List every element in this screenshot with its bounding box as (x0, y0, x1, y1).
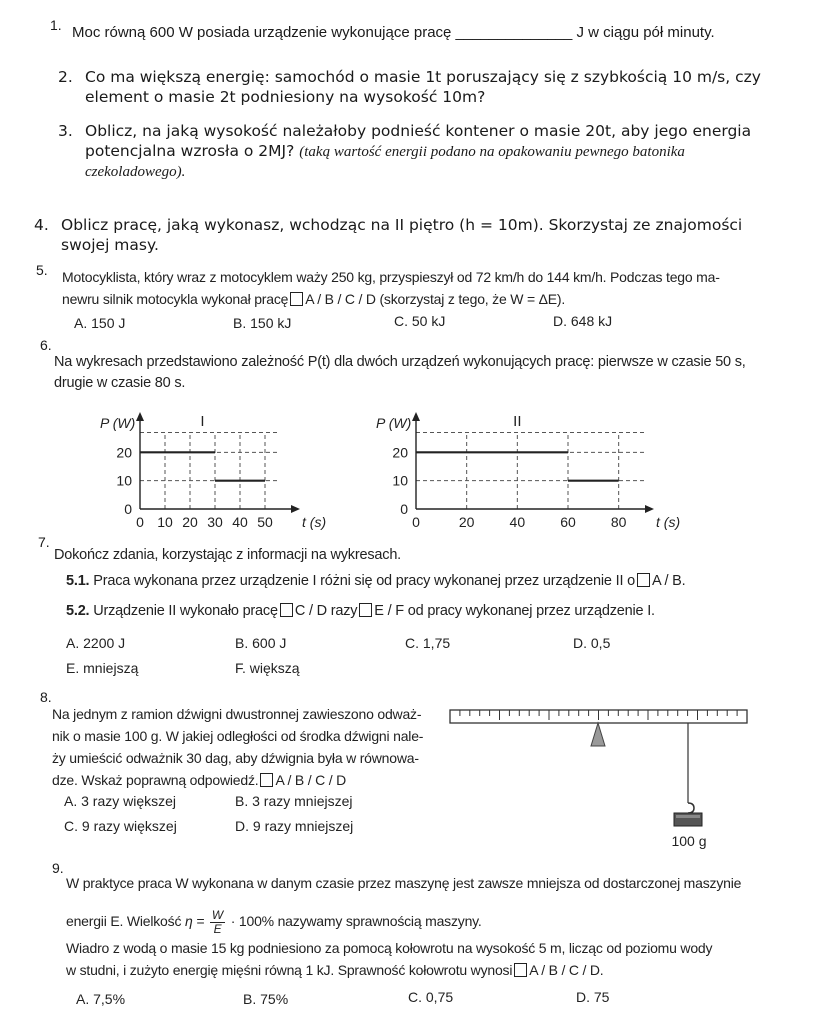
q7-s1-text: Praca wykonana przez urządzenie I różni się od pracy wykonanej przez urządzenie II o (93, 573, 635, 589)
q3-text (85, 121, 785, 182)
q1-number: 1. (50, 17, 62, 33)
q7-s2-text-b: od pracy wykonanej przez urządzenie I. (407, 603, 655, 619)
q7-s2-answer-box-b[interactable] (359, 603, 372, 617)
q8-option-b[interactable]: B. 3 razy mniejszej (235, 793, 353, 809)
x-tick-label: 60 (560, 514, 576, 530)
q3-line1: Oblicz, na jaką wysokość należałoby podnieść kontener o masie 20t, aby jego energia (85, 122, 752, 140)
q8-line3: ży umieścić odważnik 30 dag, aby dźwignia była w równowa- (52, 750, 419, 766)
y-tick-label: 0 (400, 501, 408, 517)
y-tick-label: 10 (392, 472, 408, 489)
q7-option-b[interactable]: B. 600 J (235, 635, 287, 651)
y-axis-label: P (W) (376, 415, 412, 431)
q7-option-a[interactable]: A. 2200 J (66, 635, 126, 651)
y-tick-label: 20 (116, 444, 132, 461)
q9-line2a: energii E. Wielkość (66, 913, 182, 930)
q9-option-d[interactable]: D. 75 (576, 989, 610, 1005)
q8-line4a: dze. Wskaż poprawną odpowiedź. (52, 772, 259, 788)
x-tick-label: 0 (136, 514, 144, 530)
q3-line2a: potencjalna wzrosła o 2MJ? (85, 142, 295, 160)
weight-label: 100 g (671, 833, 707, 849)
weight-block (674, 813, 702, 826)
q9-line4 (66, 962, 603, 978)
lever-fulcrum (591, 723, 605, 746)
q4-text (61, 215, 791, 255)
q5-option-a[interactable]: A. 150 J (74, 315, 126, 331)
x-tick-label: 40 (232, 514, 248, 530)
chart-1 (90, 396, 327, 536)
q9-line4a: w studni, i zużyto energię mięśni równą 1 kJ. Sprawność kołowrotu wynosi (66, 962, 513, 978)
q8-option-d[interactable]: D. 9 razy mniejszej (235, 818, 354, 834)
q9-formula-eta: η = (184, 913, 205, 930)
q7-s1-label: 5.1. (66, 573, 90, 589)
q8-option-a[interactable]: A. 3 razy większej (64, 793, 177, 809)
q5-choices: A / B / C / D (305, 291, 376, 307)
x-tick-label: 20 (182, 514, 198, 530)
weight-block-highlight (676, 815, 700, 818)
q5-text (62, 266, 782, 310)
y-axis-arrow (412, 412, 420, 421)
x-tick-label: 50 (257, 514, 273, 530)
x-tick-label: 0 (412, 514, 420, 530)
q9-choices: A / B / C / D. (529, 962, 604, 978)
x-tick-label: 40 (509, 514, 526, 530)
q8-line1: Na jednym z ramion dźwigni dwustronnej zawieszono odważ- (52, 706, 422, 722)
q7-option-f[interactable]: F. większą (235, 660, 300, 676)
q4-number: 4. (34, 216, 49, 234)
x-axis-arrow (291, 505, 300, 513)
q7-sentence-1 (66, 573, 685, 589)
q6-line2: drugie w czasie 80 s. (54, 375, 186, 391)
q8-text (52, 703, 442, 791)
q9-formula-num: W (211, 908, 224, 922)
q3-line3: czekoladowego). (85, 164, 186, 180)
q2-line2: element o masie 2t podniesiony na wysokość 10m? (85, 88, 486, 106)
x-tick-label: 10 (157, 514, 173, 530)
q4-line2: swojej masy. (61, 236, 159, 254)
q5-option-c[interactable]: C. 50 kJ (394, 313, 446, 329)
q2-text (85, 67, 785, 107)
chart-title: II (513, 413, 522, 430)
q6-text (54, 352, 794, 394)
q7-intro: Dokończ zdania, korzystając z informacji na wykresach. (54, 547, 402, 563)
chart-title: I (200, 413, 205, 430)
x-axis-label: t (s) (656, 514, 681, 530)
q7-s1-answer-box[interactable] (637, 573, 650, 587)
y-axis-arrow (136, 412, 144, 421)
q6-number: 6. (40, 337, 52, 353)
q7-option-c[interactable]: C. 1,75 (405, 635, 451, 651)
q4-line1: Oblicz pracę, jaką wykonasz, wchodząc na II piętro (h = 10m). Skorzystaj ze znajomości (61, 216, 743, 234)
lever-diagram (445, 700, 755, 860)
q7-s2-choices-a: C / D razy (294, 603, 358, 619)
q3-line2b: (taką wartość energii podano na opakowaniu pewnego batonika (299, 144, 685, 160)
q5-option-b[interactable]: B. 150 kJ (233, 315, 292, 331)
q1-text-before: Moc równą 600 W posiada urządzenie wykonujące pracę (72, 24, 452, 41)
q9-line2b: · 100% nazywamy sprawnością maszyny. (230, 913, 482, 930)
q2-line1: Co ma większą energię: samochód o masie 1t poruszający się z szybkością 10 m/s, czy (85, 68, 761, 86)
q9-line2 (66, 909, 482, 936)
q7-option-e[interactable]: E. mniejszą (66, 660, 139, 676)
q8-line2: nik o masie 100 g. W jakiej odległości od środka dźwigni nale- (52, 728, 424, 744)
q3-number: 3. (58, 122, 73, 140)
y-tick-label: 0 (124, 501, 132, 517)
q9-formula-den: E (213, 922, 222, 936)
q9-answer-box[interactable] (514, 963, 527, 977)
q7-number: 7. (38, 534, 50, 550)
q9-option-b[interactable]: B. 75% (243, 991, 289, 1007)
q7-s2-choices-b: E / F (374, 603, 404, 619)
y-tick-label: 10 (116, 472, 132, 489)
q7-s2-answer-box-a[interactable] (280, 603, 293, 617)
q1-text-after: J w ciągu pół minuty. (576, 24, 715, 41)
q6-line1: Na wykresach przedstawiono zależność P(t) dla dwóch urządzeń wykonujących pracę: pierwsze w czasie 50 s, (54, 354, 746, 370)
q1-answer-blank[interactable]: ______________ (455, 24, 573, 41)
q9-number: 9. (52, 860, 64, 876)
x-axis-arrow (645, 505, 654, 513)
q5-number: 5. (36, 262, 48, 278)
q9-option-c[interactable]: C. 0,75 (408, 989, 454, 1005)
q5-answer-box[interactable] (290, 292, 303, 306)
q8-number: 8. (40, 689, 52, 705)
q9-line1: W praktyce praca W wykonana w danym czasie przez maszynę jest zawsze mniejsza od dostarczonej maszynie (66, 875, 742, 891)
x-tick-label: 30 (207, 514, 223, 530)
q5-line2b: (skorzystaj z tego, że W = ΔE). (379, 291, 566, 307)
q7-s2-text-a: Urządzenie II wykonało pracę (93, 603, 278, 619)
q9-option-a[interactable]: A. 7,5% (76, 991, 126, 1007)
q7-option-d[interactable]: D. 0,5 (573, 635, 611, 651)
x-tick-label: 80 (610, 514, 627, 530)
q5-line1: Motocyklista, który wraz z motocyklem waży 250 kg, przyspieszył od 72 km/h do 144 km/h. Podczas tego ma- (62, 269, 720, 285)
q7-s2-label: 5.2. (66, 603, 90, 619)
q2-number: 2. (58, 68, 73, 86)
q9-line3: Wiadro z wodą o masie 15 kg podniesiono za pomocą kołowrotu na wysokość 5 m, licząc od poziomu wody (66, 940, 713, 956)
q5-line2a: newru silnik motocykla wykonał pracę (62, 291, 289, 307)
q8-option-c[interactable]: C. 9 razy większej (64, 818, 177, 834)
q9-formula-fraction (210, 909, 225, 936)
weight-hook (688, 803, 694, 813)
x-axis-label: t (s) (302, 514, 327, 530)
q7-sentence-2 (66, 603, 655, 619)
chart-2 (366, 396, 681, 536)
q1-text (72, 24, 715, 41)
q8-choices: A / B / C / D (275, 772, 346, 788)
q8-answer-box[interactable] (260, 773, 273, 787)
q7-s1-choices: A / B. (651, 573, 686, 589)
x-tick-label: 20 (458, 514, 475, 530)
q5-option-d[interactable]: D. 648 kJ (553, 313, 613, 329)
y-tick-label: 20 (392, 444, 408, 461)
y-axis-label: P (W) (100, 415, 136, 431)
